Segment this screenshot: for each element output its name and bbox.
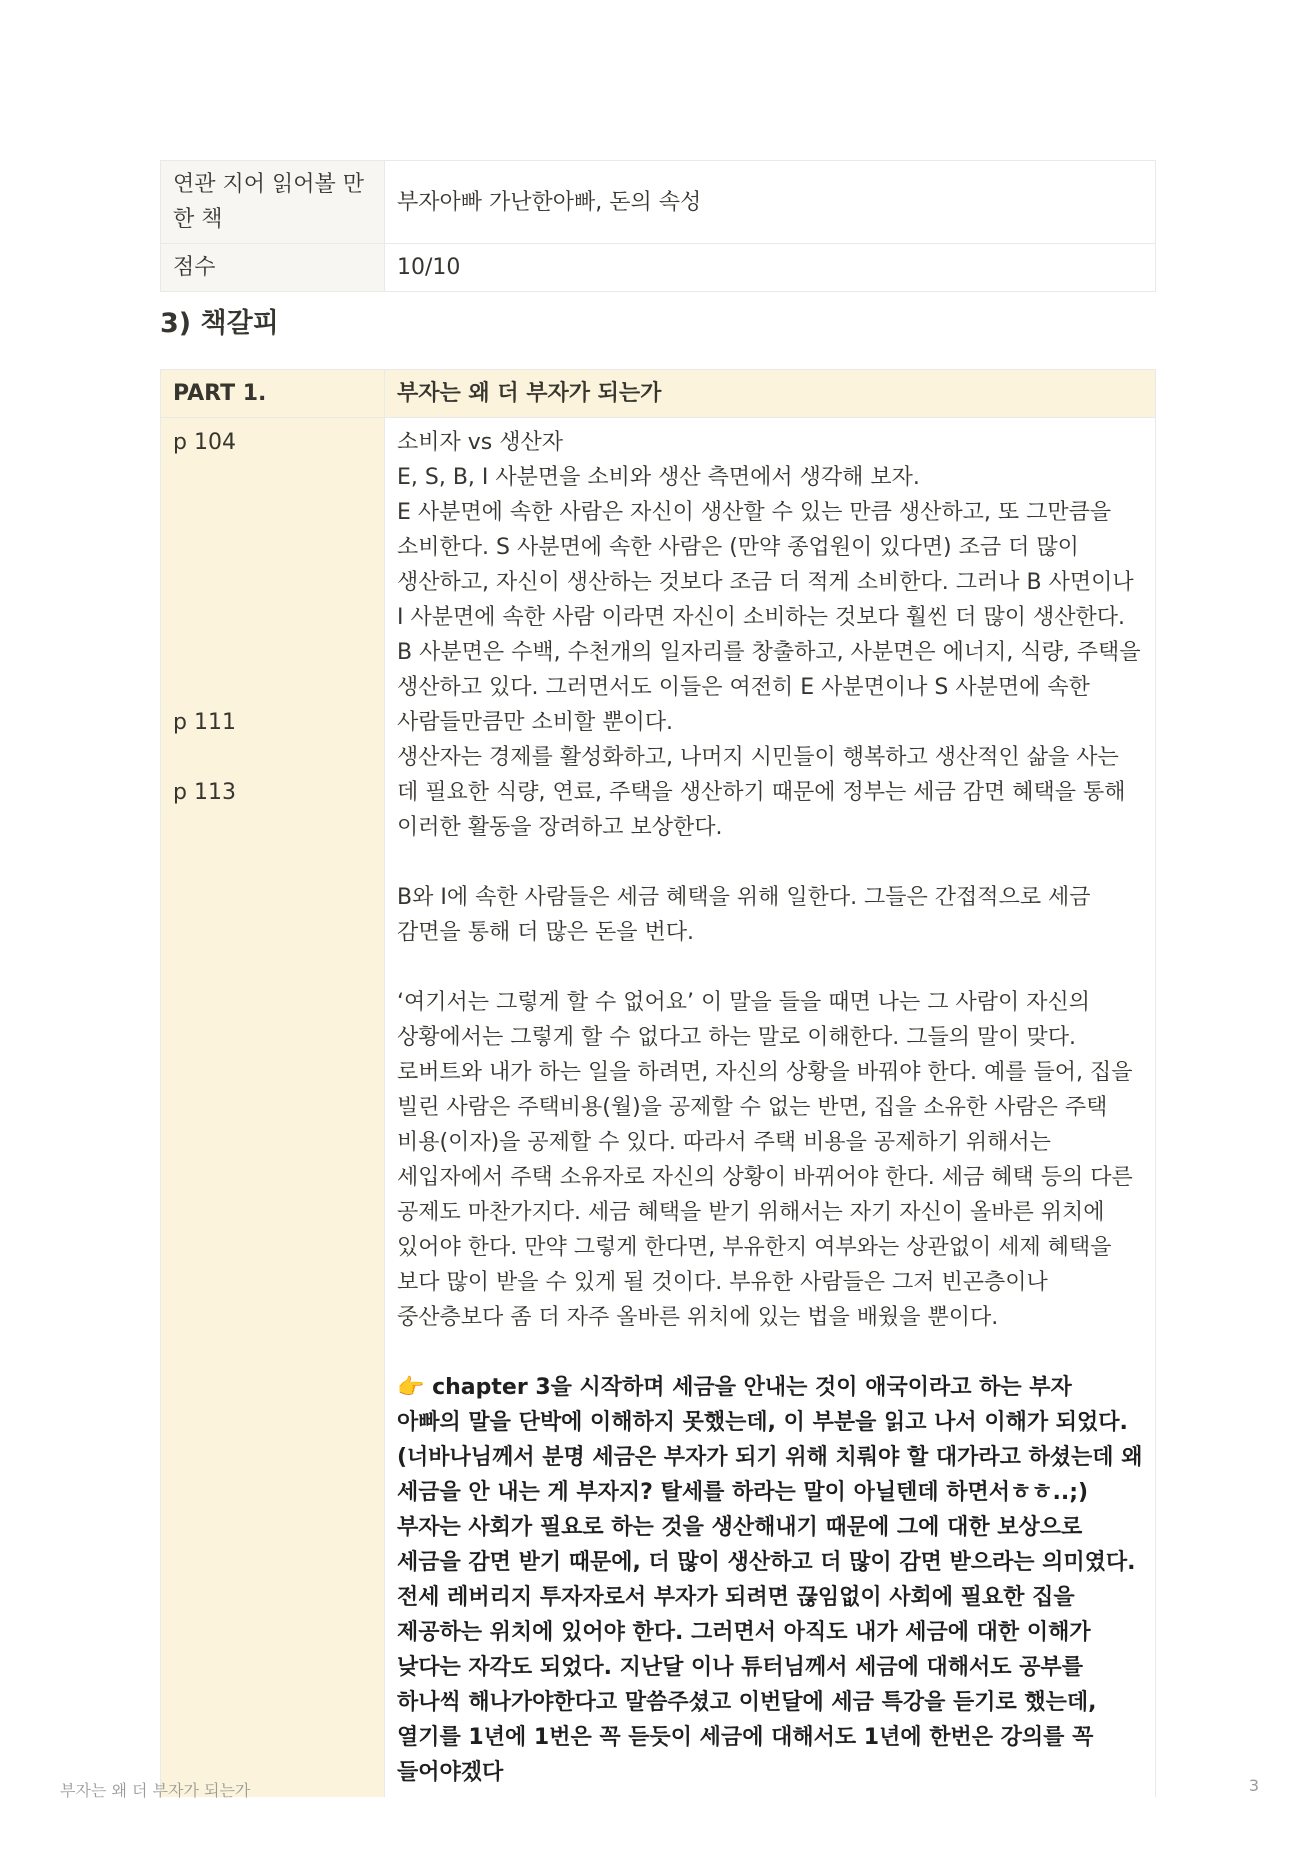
score-label: 점수: [161, 244, 385, 292]
quote-paragraph: B와 I에 속한 사람들은 세금 혜택을 위해 일한다. 그들은 간접적으로 세금 감면을 통해 더 많은 돈을 번다.: [397, 885, 1091, 945]
bookmark-text-column: [385, 418, 1156, 1798]
related-books-value: 부자아빠 가난한아빠, 돈의 속성: [385, 161, 1156, 244]
part-label: PART 1.: [161, 370, 385, 418]
reflection-note: [397, 1370, 1143, 1790]
quote-paragraph: 소비자 vs 생산자 E, S, B, I 사분면을 소비와 생산 측면에서 생각해 보자. E 사분면에 속한 사람은 자신이 생산할 수 있는 만큼 생산하고, 또 그만큼을 소비한다. S 사분면에 속한 사람은 (만약 종업원이 있다면) 조금 더 많이 생산하고, 자신이 생산하는 것보다 조금 더 적게 소비한다. 그러나 B 사면이나 I 사분면에 속한 사람 이라면 자신이 소비하는 것보다 훨씬 더 많이 생산한다. B 사분면은 수백, 수천개의 일자리를 창출하고, 사분면은 에너지, 식량, 주택을 생산하고 있다. 그러면서도 이들은 여전히 E 사분면이나 S 사분면에 속한 사람들만큼만 소비할 뿐이다. 생산자는 경제를 활성화하고, 나머지 시민들이 행복하고 생산적인 삶을 사는 데 필요한 식량, 연료, 주택을 생산하기 때문에 정부는 세금 감면 혜택을 통해 이러한 활동을 장려하고 보상한다.: [397, 430, 1141, 840]
page-ref-column: [161, 418, 385, 1798]
pointing-hand-icon: 👉: [397, 1375, 425, 1400]
related-books-label: 연관 지어 읽어볼 만한 책: [161, 161, 385, 244]
score-value: 10/10: [385, 244, 1156, 292]
bookmark-header-row: [161, 370, 1156, 418]
table-row: [161, 161, 1156, 244]
reflection-note-text: chapter 3을 시작하며 세금을 안내는 것이 애국이라고 하는 부자 아빠의 말을 단박에 이해하지 못했는데, 이 부분을 읽고 나서 이해가 되었다. (너바나님께서 분명 세금은 부자가 되기 위해 치뤄야 할 대가라고 하셨는데 왜 세금을 안 내는 게 부자지? 탈세를 하라는 말이 아닐텐데 하면서ㅎㅎ..;) 부자는 사회가 필요로 하는 것을 생산해내기 때문에 그에 대한 보상으로 세금을 감면 받기 때문에, 더 많이 생산하고 더 많이 감면 받으라는 의미였다. 전세 레버리지 투자자로서 부자가 되려면 끊임없이 사회에 필요한 집을 제공하는 위치에 있어야 한다. 그러면서 아직도 내가 세금에 대한 이해가 낮다는 자각도 되었다. 지난달 이나 튜터님께서 세금에 대해서도 공부를 하나씩 해나가야한다고 말씀주셨고 이번달에 세금 특강을 듣기로 했는데, 열기를 1년에 1번은 꼭 듣듯이 세금에 대해서도 1년에 한번은 강의를 꼭 들어야겠다: [397, 1375, 1143, 1785]
page-number: 3: [1248, 1776, 1259, 1795]
page-ref: p 111: [173, 710, 236, 735]
page-ref: p 113: [173, 780, 236, 805]
table-row: [161, 244, 1156, 292]
bookmark-body-row: [161, 418, 1156, 1798]
footer-title: 부자는 왜 더 부자가 되는가: [60, 1781, 251, 1800]
book-info-table: [160, 160, 1156, 292]
bookmark-table: [160, 369, 1156, 1797]
section-heading: 3) 책갈피: [160, 308, 279, 339]
quote-paragraph: ‘여기서는 그렇게 할 수 없어요’ 이 말을 들을 때면 나는 그 사람이 자신의 상황에서는 그렇게 할 수 없다고 하는 말로 이해한다. 그들의 말이 맞다. 로버트와 내가 하는 일을 하려면, 자신의 상황을 바꿔야 한다. 예를 들어, 집을 빌린 사람은 주택비용(월)을 공제할 수 없는 반면, 집을 소유한 사람은 주택 비용(이자)을 공제할 수 있다. 따라서 주택 비용을 공제하기 위해서는 세입자에서 주택 소유자로 자신의 상황이 바뀌어야 한다. 세금 혜택 등의 다른 공제도 마찬가지다. 세금 혜택을 받기 위해서는 자기 자신이 올바른 위치에 있어야 한다. 만약 그렇게 한다면, 부유한지 여부와는 상관없이 세제 혜택을 보다 많이 받을 수 있게 될 것이다. 부유한 사람들은 그저 빈곤층이나 중산층보다 좀 더 자주 올바른 위치에 있는 법을 배웠을 뿐이다.: [397, 990, 1133, 1330]
part-title: 부자는 왜 더 부자가 되는가: [385, 370, 1156, 418]
page-ref: p 104: [173, 430, 236, 455]
